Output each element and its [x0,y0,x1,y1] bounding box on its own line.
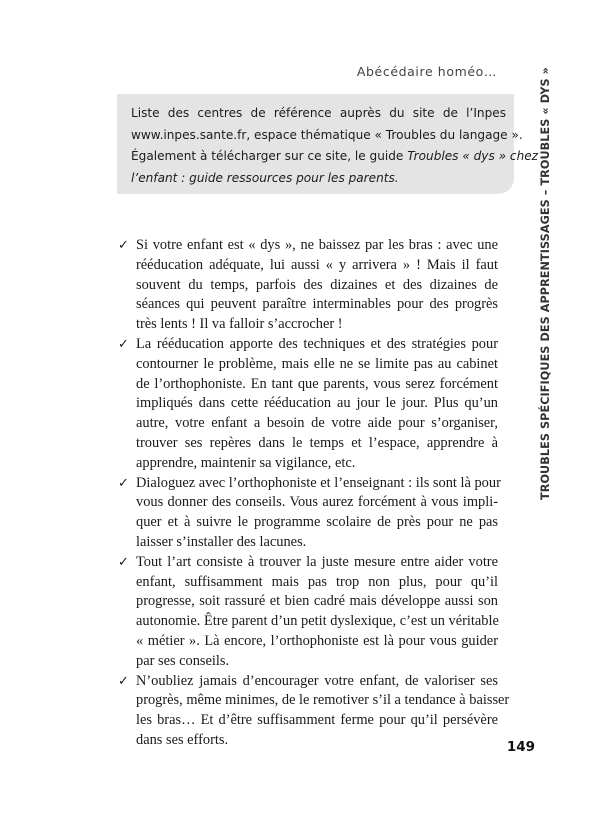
text-line: impliqués dans cette rééducation au jour le jour. Plus qu’un [136,395,498,412]
text-line: autonomie. Être parent d’un petit dyslexique, c’est un véritable [136,613,499,630]
text-line: souvent du temps, parfois des dizaines et des dizaines de [136,276,498,293]
text-line: les bras… Et d’être suffisamment ferme pour qu’il persévère [136,712,498,729]
text-line: Si votre enfant est « dys », ne baissez par les bras : avec une [136,237,498,253]
info-box-line-3-text: Également à télécharger sur ce site, le guide [131,149,408,163]
advice-item-2 [118,335,498,474]
checkmark-icon: ✓ [118,336,129,352]
checkmark-icon: ✓ [118,554,129,570]
text-line: très lents ! Il va falloir s’accrocher ! [136,316,343,333]
text-line: trouver ses repères dans le temps et l’espace, apprendre à [136,434,498,451]
text-line: séances qui peuvent paraître interminables pour des progrès [136,296,498,313]
advice-item-4 [118,553,498,672]
text-line: autre, votre enfant a besoin de votre aide pour s’organiser, [136,415,498,432]
text-line: par ses conseils. [136,652,230,669]
guide-title-part-2: l’enfant : guide ressources pour les parents. [131,170,399,185]
text-line: La rééducation apporte des techniques et des stratégies pour [136,335,498,352]
page-number: 149 [506,739,535,755]
chapter-side-tab-label: TROUBLES SPÉCIFIQUES DES APPRENTISSAGES – TROUBLES « DYS » [539,66,552,500]
text-line: de l’orthophoniste. En tant que parents, vous serez forcément [136,375,498,392]
info-box-line-4 [131,168,506,190]
info-box-line-1: Liste des centres de référence auprès du site de l’Inpes [131,106,506,120]
checkmark-icon: ✓ [118,673,129,689]
text-line: Tout l’art consiste à trouver la juste mesure entre aider votre [136,553,498,570]
text-line: laisser s’installer des lacunes. [136,533,307,550]
text-line: progrès, même minimes, de le remotiver s’il a tendance à baisser [136,692,510,709]
chapter-side-tab [536,66,556,500]
text-line: rééducation adéquate, lui aussi « y arrivera » ! Mais il faut [136,256,498,273]
info-box-line-3 [131,146,539,168]
text-line: quer et à suivre le programme scolaire de près pour ne pas [136,514,498,531]
advice-item-3 [118,474,501,553]
info-box-line-2: www.inpes.sante.fr, espace thématique « Troubles du langage ». [131,127,523,142]
guide-title-part-1: Troubles « dys » chez [407,149,539,163]
text-line: vous donner des conseils. Vous aurez forcément à vous impli- [136,494,498,511]
checkmark-icon: ✓ [118,238,129,253]
info-box [117,94,539,194]
text-line: dans ses efforts. [136,731,229,748]
text-line: Dialoguez avec l’orthophoniste et l’enseignant : ils sont là pour [136,474,501,491]
text-line: enfant, suffisamment mais pas trop non plus, pour qu’il [136,573,498,590]
advice-item-5 [118,672,510,751]
advice-item-1 [118,236,498,335]
advice-list [118,236,510,751]
checkmark-icon: ✓ [118,475,129,491]
text-line: N’oubliez jamais d’encourager votre enfant, de valoriser ses [136,672,498,689]
text-line: progresse, soit rassuré et bien cadré mais développe aussi son [136,593,498,610]
text-line: « métier ». Là encore, l’orthophoniste est là pour vous guider [136,632,498,649]
text-line: contourner le problème, mais elle ne se limite pas au cabinet [136,355,498,372]
text-line: apprendre, maintenir sa vigilance, etc. [136,454,356,471]
running-head: Abécédaire homéo… [356,64,497,79]
